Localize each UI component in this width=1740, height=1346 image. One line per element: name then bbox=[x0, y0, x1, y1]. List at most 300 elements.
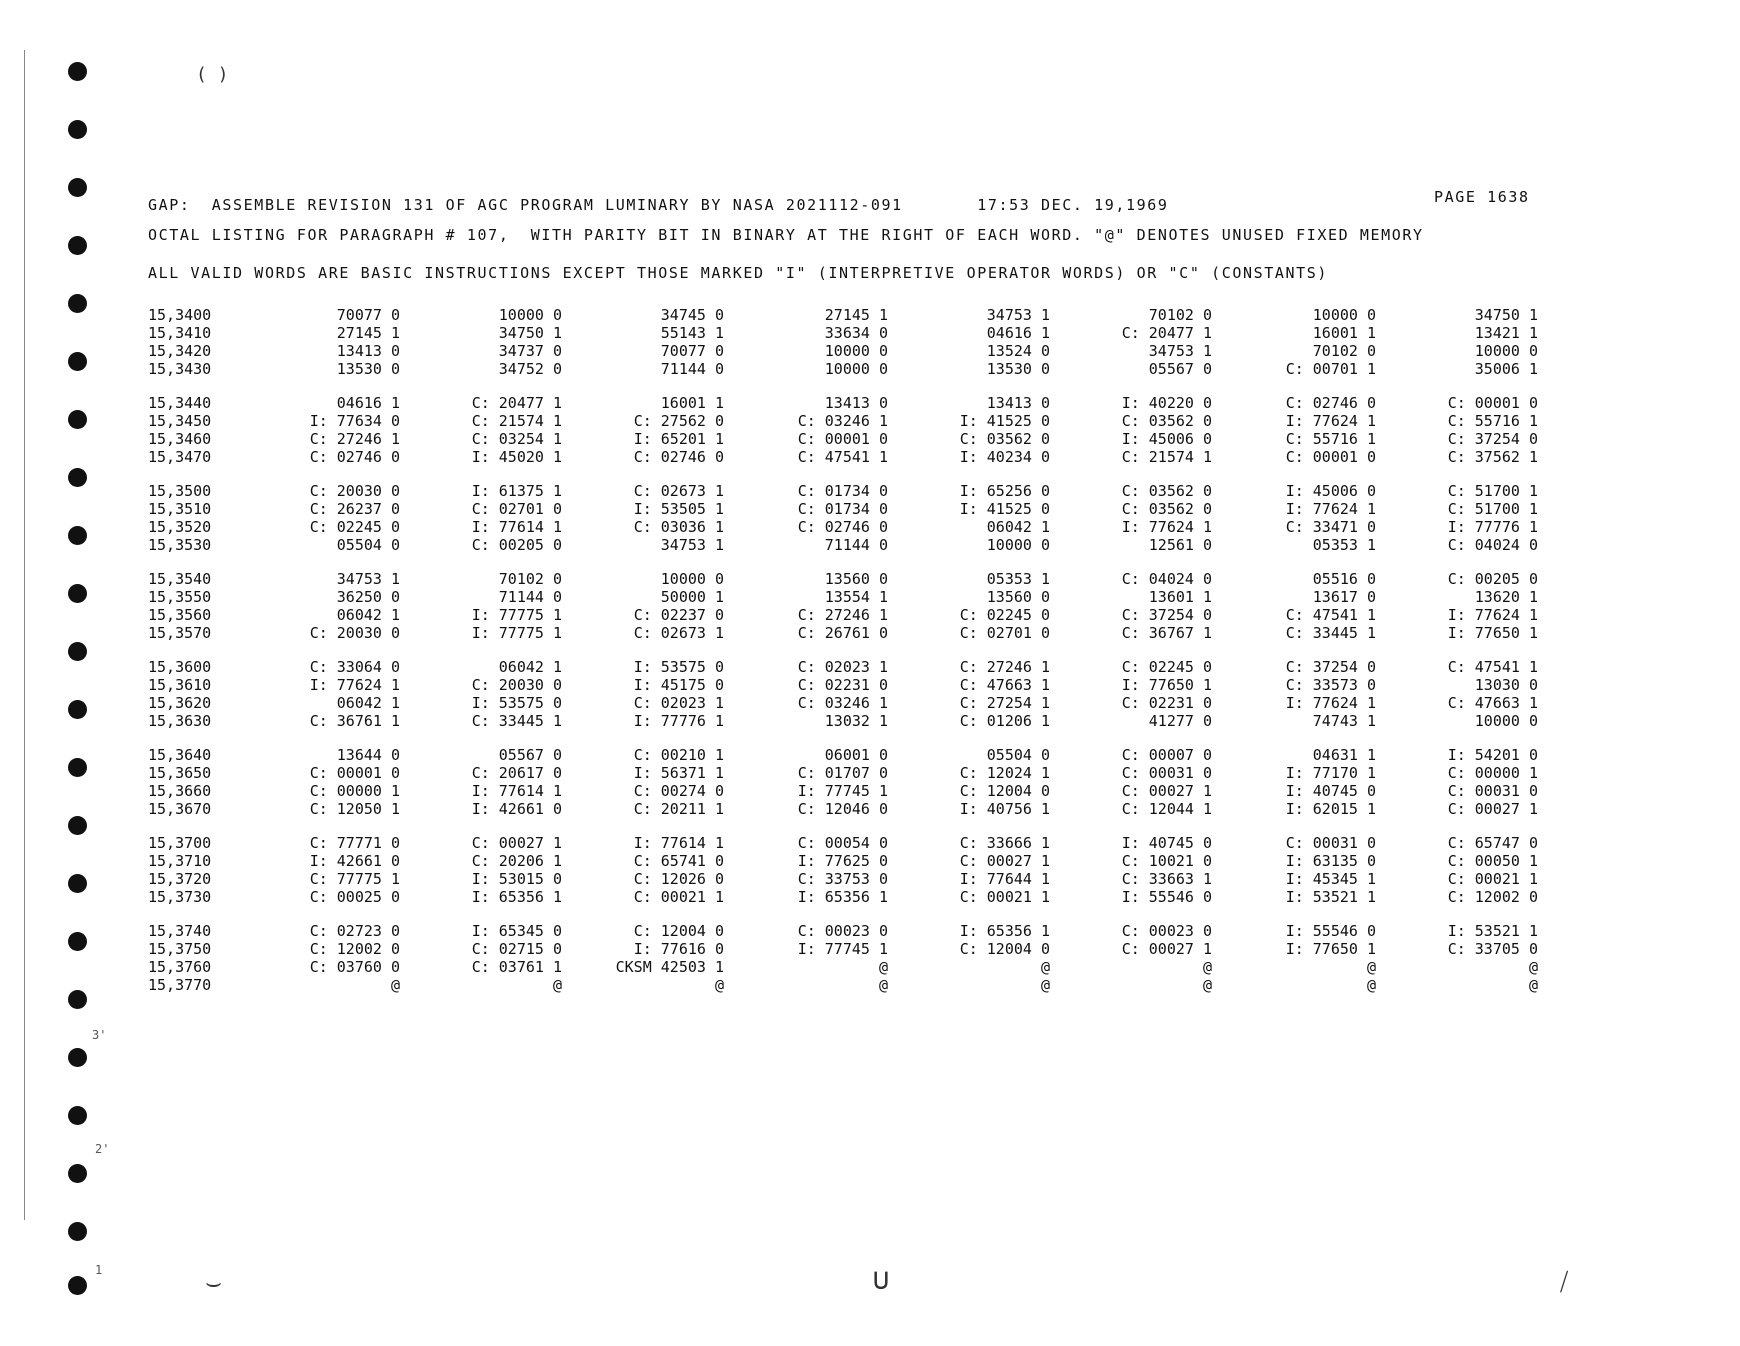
feed-hole bbox=[68, 584, 87, 603]
octal-word: I: 77624 1 bbox=[1285, 500, 1376, 518]
octal-word: 13644 0 bbox=[336, 746, 400, 764]
octal-word: C: 27246 1 bbox=[959, 658, 1050, 676]
octal-word: I: 77776 1 bbox=[1447, 518, 1538, 536]
octal-word: C: 02701 0 bbox=[959, 624, 1050, 642]
octal-word: 36250 0 bbox=[336, 588, 400, 606]
octal-word: 06042 1 bbox=[336, 606, 400, 624]
octal-word: I: 53505 1 bbox=[633, 500, 724, 518]
row-address: 15,3450 bbox=[148, 412, 212, 430]
octal-word: C: 03562 0 bbox=[1121, 412, 1212, 430]
octal-word: C: 37254 0 bbox=[1121, 606, 1212, 624]
octal-word: C: 00050 1 bbox=[1447, 852, 1538, 870]
octal-word: I: 55546 0 bbox=[1121, 888, 1212, 906]
feed-hole bbox=[68, 700, 87, 719]
row-address: 15,3760 bbox=[148, 958, 212, 976]
listing-row bbox=[148, 782, 1548, 800]
octal-word: C: 02231 0 bbox=[1121, 694, 1212, 712]
listing-row bbox=[148, 676, 1548, 694]
bottom-right-mark: ⧸ bbox=[1560, 1268, 1569, 1296]
octal-word: I: 77624 1 bbox=[1285, 412, 1376, 430]
unused-word: @ bbox=[1040, 976, 1050, 994]
octal-word: 13554 1 bbox=[824, 588, 888, 606]
listing-block bbox=[148, 922, 1548, 994]
octal-word: 34750 1 bbox=[498, 324, 562, 342]
octal-word: C: 55716 1 bbox=[1285, 430, 1376, 448]
listing-row bbox=[148, 324, 1548, 342]
octal-word: 06042 1 bbox=[336, 694, 400, 712]
octal-word: C: 00027 1 bbox=[471, 834, 562, 852]
octal-word: 13524 0 bbox=[986, 342, 1050, 360]
row-address: 15,3670 bbox=[148, 800, 212, 818]
octal-word: C: 33445 1 bbox=[1285, 624, 1376, 642]
octal-word: C: 65747 0 bbox=[1447, 834, 1538, 852]
octal-word: I: 65356 1 bbox=[797, 888, 888, 906]
row-address: 15,3660 bbox=[148, 782, 212, 800]
octal-word: C: 00000 1 bbox=[309, 782, 400, 800]
feed-hole bbox=[68, 120, 87, 139]
octal-word: C: 00274 0 bbox=[633, 782, 724, 800]
listing-row bbox=[148, 360, 1548, 378]
octal-word: 13421 1 bbox=[1474, 324, 1538, 342]
octal-word: I: 40756 1 bbox=[959, 800, 1050, 818]
octal-word: 10000 0 bbox=[1312, 306, 1376, 324]
octal-word: C: 00031 0 bbox=[1447, 782, 1538, 800]
octal-word: C: 20477 1 bbox=[1121, 324, 1212, 342]
octal-word: C: 33705 0 bbox=[1447, 940, 1538, 958]
octal-word: 05567 0 bbox=[498, 746, 562, 764]
octal-word: C: 00001 0 bbox=[309, 764, 400, 782]
octal-word: 10000 0 bbox=[824, 342, 888, 360]
octal-word: C: 12004 0 bbox=[959, 782, 1050, 800]
row-address: 15,3540 bbox=[148, 570, 212, 588]
listing-row bbox=[148, 712, 1548, 730]
octal-word: C: 02231 0 bbox=[797, 676, 888, 694]
octal-word: C: 02245 0 bbox=[1121, 658, 1212, 676]
octal-word: I: 65356 1 bbox=[959, 922, 1050, 940]
octal-word: C: 33445 1 bbox=[471, 712, 562, 730]
row-address: 15,3750 bbox=[148, 940, 212, 958]
feed-hole bbox=[68, 990, 87, 1009]
row-address: 15,3720 bbox=[148, 870, 212, 888]
octal-word: C: 33064 0 bbox=[309, 658, 400, 676]
listing-row bbox=[148, 746, 1548, 764]
octal-word: C: 02673 1 bbox=[633, 624, 724, 642]
octal-word: I: 62015 1 bbox=[1285, 800, 1376, 818]
octal-word: 13560 0 bbox=[824, 570, 888, 588]
feed-hole bbox=[68, 642, 87, 661]
octal-word: I: 77644 1 bbox=[959, 870, 1050, 888]
octal-word: I: 77775 1 bbox=[471, 606, 562, 624]
octal-word: 70077 0 bbox=[336, 306, 400, 324]
octal-word: 10000 0 bbox=[1474, 712, 1538, 730]
octal-word: I: 40745 0 bbox=[1121, 834, 1212, 852]
listing-row bbox=[148, 430, 1548, 448]
row-address: 15,3470 bbox=[148, 448, 212, 466]
row-address: 15,3530 bbox=[148, 536, 212, 554]
feed-hole bbox=[68, 236, 87, 255]
octal-word: 70102 0 bbox=[1312, 342, 1376, 360]
octal-word: C: 77775 1 bbox=[309, 870, 400, 888]
octal-word: I: 41525 0 bbox=[959, 500, 1050, 518]
unused-word: @ bbox=[1202, 976, 1212, 994]
octal-word: I: 55546 0 bbox=[1285, 922, 1376, 940]
octal-word: C: 00023 0 bbox=[1121, 922, 1212, 940]
row-address: 15,3570 bbox=[148, 624, 212, 642]
row-address: 15,3400 bbox=[148, 306, 212, 324]
unused-word: @ bbox=[1040, 958, 1050, 976]
octal-word: 16001 1 bbox=[1312, 324, 1376, 342]
row-address: 15,3700 bbox=[148, 834, 212, 852]
octal-word: C: 00031 0 bbox=[1285, 834, 1376, 852]
octal-word: C: 03761 1 bbox=[471, 958, 562, 976]
octal-word: C: 01734 0 bbox=[797, 482, 888, 500]
octal-word: I: 77650 1 bbox=[1285, 940, 1376, 958]
octal-word: C: 00025 0 bbox=[309, 888, 400, 906]
feed-hole bbox=[68, 816, 87, 835]
row-address: 15,3510 bbox=[148, 500, 212, 518]
row-address: 15,3630 bbox=[148, 712, 212, 730]
octal-word: C: 37254 0 bbox=[1447, 430, 1538, 448]
octal-word: I: 77624 1 bbox=[1285, 694, 1376, 712]
octal-word: C: 12026 0 bbox=[633, 870, 724, 888]
octal-word: I: 42661 0 bbox=[471, 800, 562, 818]
octal-word: 05353 1 bbox=[1312, 536, 1376, 554]
listing-row bbox=[148, 834, 1548, 852]
bottom-center-mark: ∪ bbox=[872, 1262, 891, 1297]
octal-word: C: 03036 1 bbox=[633, 518, 724, 536]
octal-word: C: 02746 0 bbox=[633, 448, 724, 466]
octal-word: I: 77616 0 bbox=[633, 940, 724, 958]
octal-word: C: 20030 0 bbox=[309, 624, 400, 642]
octal-word: 34753 1 bbox=[986, 306, 1050, 324]
octal-word: I: 56371 1 bbox=[633, 764, 724, 782]
octal-word: 10000 0 bbox=[1474, 342, 1538, 360]
octal-word: C: 01734 0 bbox=[797, 500, 888, 518]
octal-word: C: 27246 1 bbox=[797, 606, 888, 624]
octal-word: C: 47541 1 bbox=[1285, 606, 1376, 624]
listing-row bbox=[148, 394, 1548, 412]
octal-word: C: 02715 0 bbox=[471, 940, 562, 958]
octal-word: 10000 0 bbox=[986, 536, 1050, 554]
octal-word: C: 00031 0 bbox=[1121, 764, 1212, 782]
listing-row bbox=[148, 958, 1548, 976]
octal-word: C: 27254 1 bbox=[959, 694, 1050, 712]
row-address: 15,3440 bbox=[148, 394, 212, 412]
octal-word: C: 02237 0 bbox=[633, 606, 724, 624]
listing-row bbox=[148, 500, 1548, 518]
octal-word: C: 00205 0 bbox=[471, 536, 562, 554]
row-address: 15,3460 bbox=[148, 430, 212, 448]
octal-word: I: 77614 1 bbox=[633, 834, 724, 852]
octal-word: C: 00210 1 bbox=[633, 746, 724, 764]
octal-word: 04616 1 bbox=[336, 394, 400, 412]
octal-word: C: 02023 1 bbox=[797, 658, 888, 676]
octal-word: C: 33666 1 bbox=[959, 834, 1050, 852]
octal-word: C: 12050 1 bbox=[309, 800, 400, 818]
octal-word: C: 20206 1 bbox=[471, 852, 562, 870]
octal-word: C: 12024 1 bbox=[959, 764, 1050, 782]
octal-word: CKSM 42503 1 bbox=[615, 958, 724, 976]
listing-block bbox=[148, 834, 1548, 906]
octal-word: C: 21574 1 bbox=[471, 412, 562, 430]
octal-word: I: 65256 0 bbox=[959, 482, 1050, 500]
octal-word: 34750 1 bbox=[1474, 306, 1538, 324]
octal-word: C: 02701 0 bbox=[471, 500, 562, 518]
octal-word: 16001 1 bbox=[660, 394, 724, 412]
feed-hole bbox=[68, 932, 87, 951]
octal-word: 05516 0 bbox=[1312, 570, 1376, 588]
octal-word: 13032 1 bbox=[824, 712, 888, 730]
octal-word: C: 00054 0 bbox=[797, 834, 888, 852]
feed-hole bbox=[68, 758, 87, 777]
octal-word: 04616 1 bbox=[986, 324, 1050, 342]
octal-word: C: 04024 0 bbox=[1447, 536, 1538, 554]
octal-word: C: 26761 0 bbox=[797, 624, 888, 642]
margin-mark-1: 1 bbox=[95, 1263, 103, 1277]
listing-row bbox=[148, 570, 1548, 588]
octal-word: I: 45175 0 bbox=[633, 676, 724, 694]
octal-word: C: 21574 1 bbox=[1121, 448, 1212, 466]
page-number: PAGE 1638 bbox=[1434, 188, 1530, 206]
listing-block bbox=[148, 570, 1548, 642]
row-address: 15,3420 bbox=[148, 342, 212, 360]
octal-word: C: 00001 0 bbox=[797, 430, 888, 448]
octal-word: C: 26237 0 bbox=[309, 500, 400, 518]
octal-word: 34745 0 bbox=[660, 306, 724, 324]
row-address: 15,3560 bbox=[148, 606, 212, 624]
octal-word: C: 03562 0 bbox=[1121, 482, 1212, 500]
octal-word: C: 12002 0 bbox=[1447, 888, 1538, 906]
octal-word: C: 03562 0 bbox=[1121, 500, 1212, 518]
unused-word: @ bbox=[1528, 958, 1538, 976]
octal-word: C: 27562 0 bbox=[633, 412, 724, 430]
octal-word: C: 00701 1 bbox=[1285, 360, 1376, 378]
octal-word: 10000 0 bbox=[824, 360, 888, 378]
octal-word: C: 47663 1 bbox=[1447, 694, 1538, 712]
octal-word: I: 65356 1 bbox=[471, 888, 562, 906]
octal-word: I: 45345 1 bbox=[1285, 870, 1376, 888]
octal-word: 13530 0 bbox=[986, 360, 1050, 378]
octal-word: I: 77170 1 bbox=[1285, 764, 1376, 782]
octal-word: C: 00027 1 bbox=[1121, 940, 1212, 958]
octal-word: C: 47541 1 bbox=[1447, 658, 1538, 676]
listing-row bbox=[148, 888, 1548, 906]
octal-word: 71144 0 bbox=[660, 360, 724, 378]
octal-word: 71144 0 bbox=[824, 536, 888, 554]
row-address: 15,3410 bbox=[148, 324, 212, 342]
row-address: 15,3710 bbox=[148, 852, 212, 870]
octal-word: I: 65201 1 bbox=[633, 430, 724, 448]
octal-word: I: 77625 0 bbox=[797, 852, 888, 870]
octal-word: 12561 0 bbox=[1148, 536, 1212, 554]
octal-word: I: 77624 1 bbox=[309, 676, 400, 694]
octal-listing bbox=[148, 306, 1548, 1010]
feed-hole bbox=[68, 352, 87, 371]
octal-word: 13413 0 bbox=[986, 394, 1050, 412]
feed-hole bbox=[68, 178, 87, 197]
octal-word: I: 40220 0 bbox=[1121, 394, 1212, 412]
listing-block bbox=[148, 482, 1548, 554]
octal-word: C: 00021 1 bbox=[959, 888, 1050, 906]
octal-word: C: 01206 1 bbox=[959, 712, 1050, 730]
octal-word: 41277 0 bbox=[1148, 712, 1212, 730]
octal-word: 71144 0 bbox=[498, 588, 562, 606]
octal-word: C: 36767 1 bbox=[1121, 624, 1212, 642]
top-marks: ( ) bbox=[196, 64, 229, 85]
octal-word: C: 00027 1 bbox=[1121, 782, 1212, 800]
octal-word: 06042 1 bbox=[986, 518, 1050, 536]
octal-word: C: 12004 0 bbox=[633, 922, 724, 940]
octal-word: 50000 1 bbox=[660, 588, 724, 606]
octal-word: C: 00027 1 bbox=[959, 852, 1050, 870]
octal-word: C: 12046 0 bbox=[797, 800, 888, 818]
octal-word: C: 36761 1 bbox=[309, 712, 400, 730]
octal-word: I: 40745 0 bbox=[1285, 782, 1376, 800]
octal-word: C: 33471 0 bbox=[1285, 518, 1376, 536]
octal-word: 05353 1 bbox=[986, 570, 1050, 588]
octal-word: I: 53521 1 bbox=[1285, 888, 1376, 906]
octal-word: I: 77624 1 bbox=[1447, 606, 1538, 624]
octal-word: C: 02245 0 bbox=[309, 518, 400, 536]
feed-hole bbox=[68, 526, 87, 545]
octal-word: 06042 1 bbox=[498, 658, 562, 676]
octal-word: 05504 0 bbox=[336, 536, 400, 554]
octal-word: 13413 0 bbox=[336, 342, 400, 360]
octal-word: I: 65345 0 bbox=[471, 922, 562, 940]
octal-word: 06001 0 bbox=[824, 746, 888, 764]
feed-hole bbox=[68, 62, 87, 81]
octal-word: 13030 0 bbox=[1474, 676, 1538, 694]
listing-row bbox=[148, 852, 1548, 870]
octal-word: I: 77775 1 bbox=[471, 624, 562, 642]
octal-word: C: 04024 0 bbox=[1121, 570, 1212, 588]
octal-word: 05504 0 bbox=[986, 746, 1050, 764]
octal-word: I: 45006 0 bbox=[1121, 430, 1212, 448]
octal-word: C: 10021 0 bbox=[1121, 852, 1212, 870]
listing-row bbox=[148, 940, 1548, 958]
listing-row bbox=[148, 764, 1548, 782]
octal-word: C: 12004 0 bbox=[959, 940, 1050, 958]
octal-word: I: 53015 0 bbox=[471, 870, 562, 888]
octal-word: 34737 0 bbox=[498, 342, 562, 360]
octal-word: I: 77614 1 bbox=[471, 782, 562, 800]
row-address: 15,3730 bbox=[148, 888, 212, 906]
octal-word: 27145 1 bbox=[824, 306, 888, 324]
octal-word: 10000 0 bbox=[498, 306, 562, 324]
listing-row bbox=[148, 606, 1548, 624]
listing-row bbox=[148, 694, 1548, 712]
octal-word: I: 77650 1 bbox=[1121, 676, 1212, 694]
listing-description: OCTAL LISTING FOR PARAGRAPH # 107, WITH PARITY BIT IN BINARY AT THE RIGHT OF EACH WORD. "@" DENOTES UNUSED FIXED MEMORY bbox=[148, 226, 1424, 244]
octal-word: I: 77776 1 bbox=[633, 712, 724, 730]
octal-word: 13413 0 bbox=[824, 394, 888, 412]
row-address: 15,3620 bbox=[148, 694, 212, 712]
octal-word: C: 03254 1 bbox=[471, 430, 562, 448]
octal-word: C: 55716 1 bbox=[1447, 412, 1538, 430]
octal-word: C: 33663 1 bbox=[1121, 870, 1212, 888]
octal-word: I: 77650 1 bbox=[1447, 624, 1538, 642]
octal-word: C: 12044 1 bbox=[1121, 800, 1212, 818]
margin-line bbox=[24, 50, 25, 1220]
feed-hole bbox=[68, 1164, 87, 1183]
row-address: 15,3500 bbox=[148, 482, 212, 500]
octal-word: I: 53521 1 bbox=[1447, 922, 1538, 940]
octal-word: C: 20030 0 bbox=[309, 482, 400, 500]
margin-mark-3: 3' bbox=[92, 1028, 107, 1042]
listing-row bbox=[148, 870, 1548, 888]
octal-word: I: 77634 0 bbox=[309, 412, 400, 430]
octal-word: I: 54201 0 bbox=[1447, 746, 1538, 764]
octal-word: C: 02746 0 bbox=[797, 518, 888, 536]
feed-hole bbox=[68, 874, 87, 893]
feed-hole bbox=[68, 1276, 87, 1295]
octal-word: I: 45020 1 bbox=[471, 448, 562, 466]
unused-word: @ bbox=[878, 976, 888, 994]
octal-word: I: 40234 0 bbox=[959, 448, 1050, 466]
octal-word: C: 00001 0 bbox=[1285, 448, 1376, 466]
octal-word: C: 00021 1 bbox=[633, 888, 724, 906]
listing-row bbox=[148, 588, 1548, 606]
row-address: 15,3740 bbox=[148, 922, 212, 940]
octal-word: 13530 0 bbox=[336, 360, 400, 378]
octal-word: 70102 0 bbox=[1148, 306, 1212, 324]
octal-word: 35006 1 bbox=[1474, 360, 1538, 378]
octal-word: 13560 0 bbox=[986, 588, 1050, 606]
octal-word: C: 00027 1 bbox=[1447, 800, 1538, 818]
listing-row bbox=[148, 482, 1548, 500]
margin-mark-2: 2' bbox=[95, 1142, 110, 1156]
octal-word: 13617 0 bbox=[1312, 588, 1376, 606]
listing-row bbox=[148, 976, 1548, 994]
octal-word: C: 02023 1 bbox=[633, 694, 724, 712]
octal-word: C: 02245 0 bbox=[959, 606, 1050, 624]
octal-word: C: 77771 0 bbox=[309, 834, 400, 852]
octal-word: C: 00001 0 bbox=[1447, 394, 1538, 412]
octal-word: C: 37562 1 bbox=[1447, 448, 1538, 466]
octal-word: C: 20617 0 bbox=[471, 764, 562, 782]
octal-word: 70102 0 bbox=[498, 570, 562, 588]
row-address: 15,3520 bbox=[148, 518, 212, 536]
octal-word: 55143 1 bbox=[660, 324, 724, 342]
octal-word: 27145 1 bbox=[336, 324, 400, 342]
octal-word: C: 47541 1 bbox=[797, 448, 888, 466]
octal-word: C: 03246 1 bbox=[797, 694, 888, 712]
unused-word: @ bbox=[878, 958, 888, 976]
listing-block bbox=[148, 394, 1548, 466]
feed-hole bbox=[68, 1106, 87, 1125]
octal-word: C: 02723 0 bbox=[309, 922, 400, 940]
octal-word: I: 61375 1 bbox=[471, 482, 562, 500]
listing-row bbox=[148, 800, 1548, 818]
octal-word: 34753 1 bbox=[660, 536, 724, 554]
octal-word: 13601 1 bbox=[1148, 588, 1212, 606]
listing-row bbox=[148, 306, 1548, 324]
listing-row bbox=[148, 922, 1548, 940]
octal-word: I: 53575 0 bbox=[471, 694, 562, 712]
row-address: 15,3550 bbox=[148, 588, 212, 606]
octal-word: C: 12002 0 bbox=[309, 940, 400, 958]
row-address: 15,3610 bbox=[148, 676, 212, 694]
octal-word: 70077 0 bbox=[660, 342, 724, 360]
feed-hole bbox=[68, 294, 87, 313]
octal-word: C: 00000 1 bbox=[1447, 764, 1538, 782]
octal-word: C: 02746 0 bbox=[309, 448, 400, 466]
octal-word: I: 42661 0 bbox=[309, 852, 400, 870]
feed-hole bbox=[68, 410, 87, 429]
octal-word: C: 20477 1 bbox=[471, 394, 562, 412]
octal-word: I: 53575 0 bbox=[633, 658, 724, 676]
listing-row bbox=[148, 518, 1548, 536]
